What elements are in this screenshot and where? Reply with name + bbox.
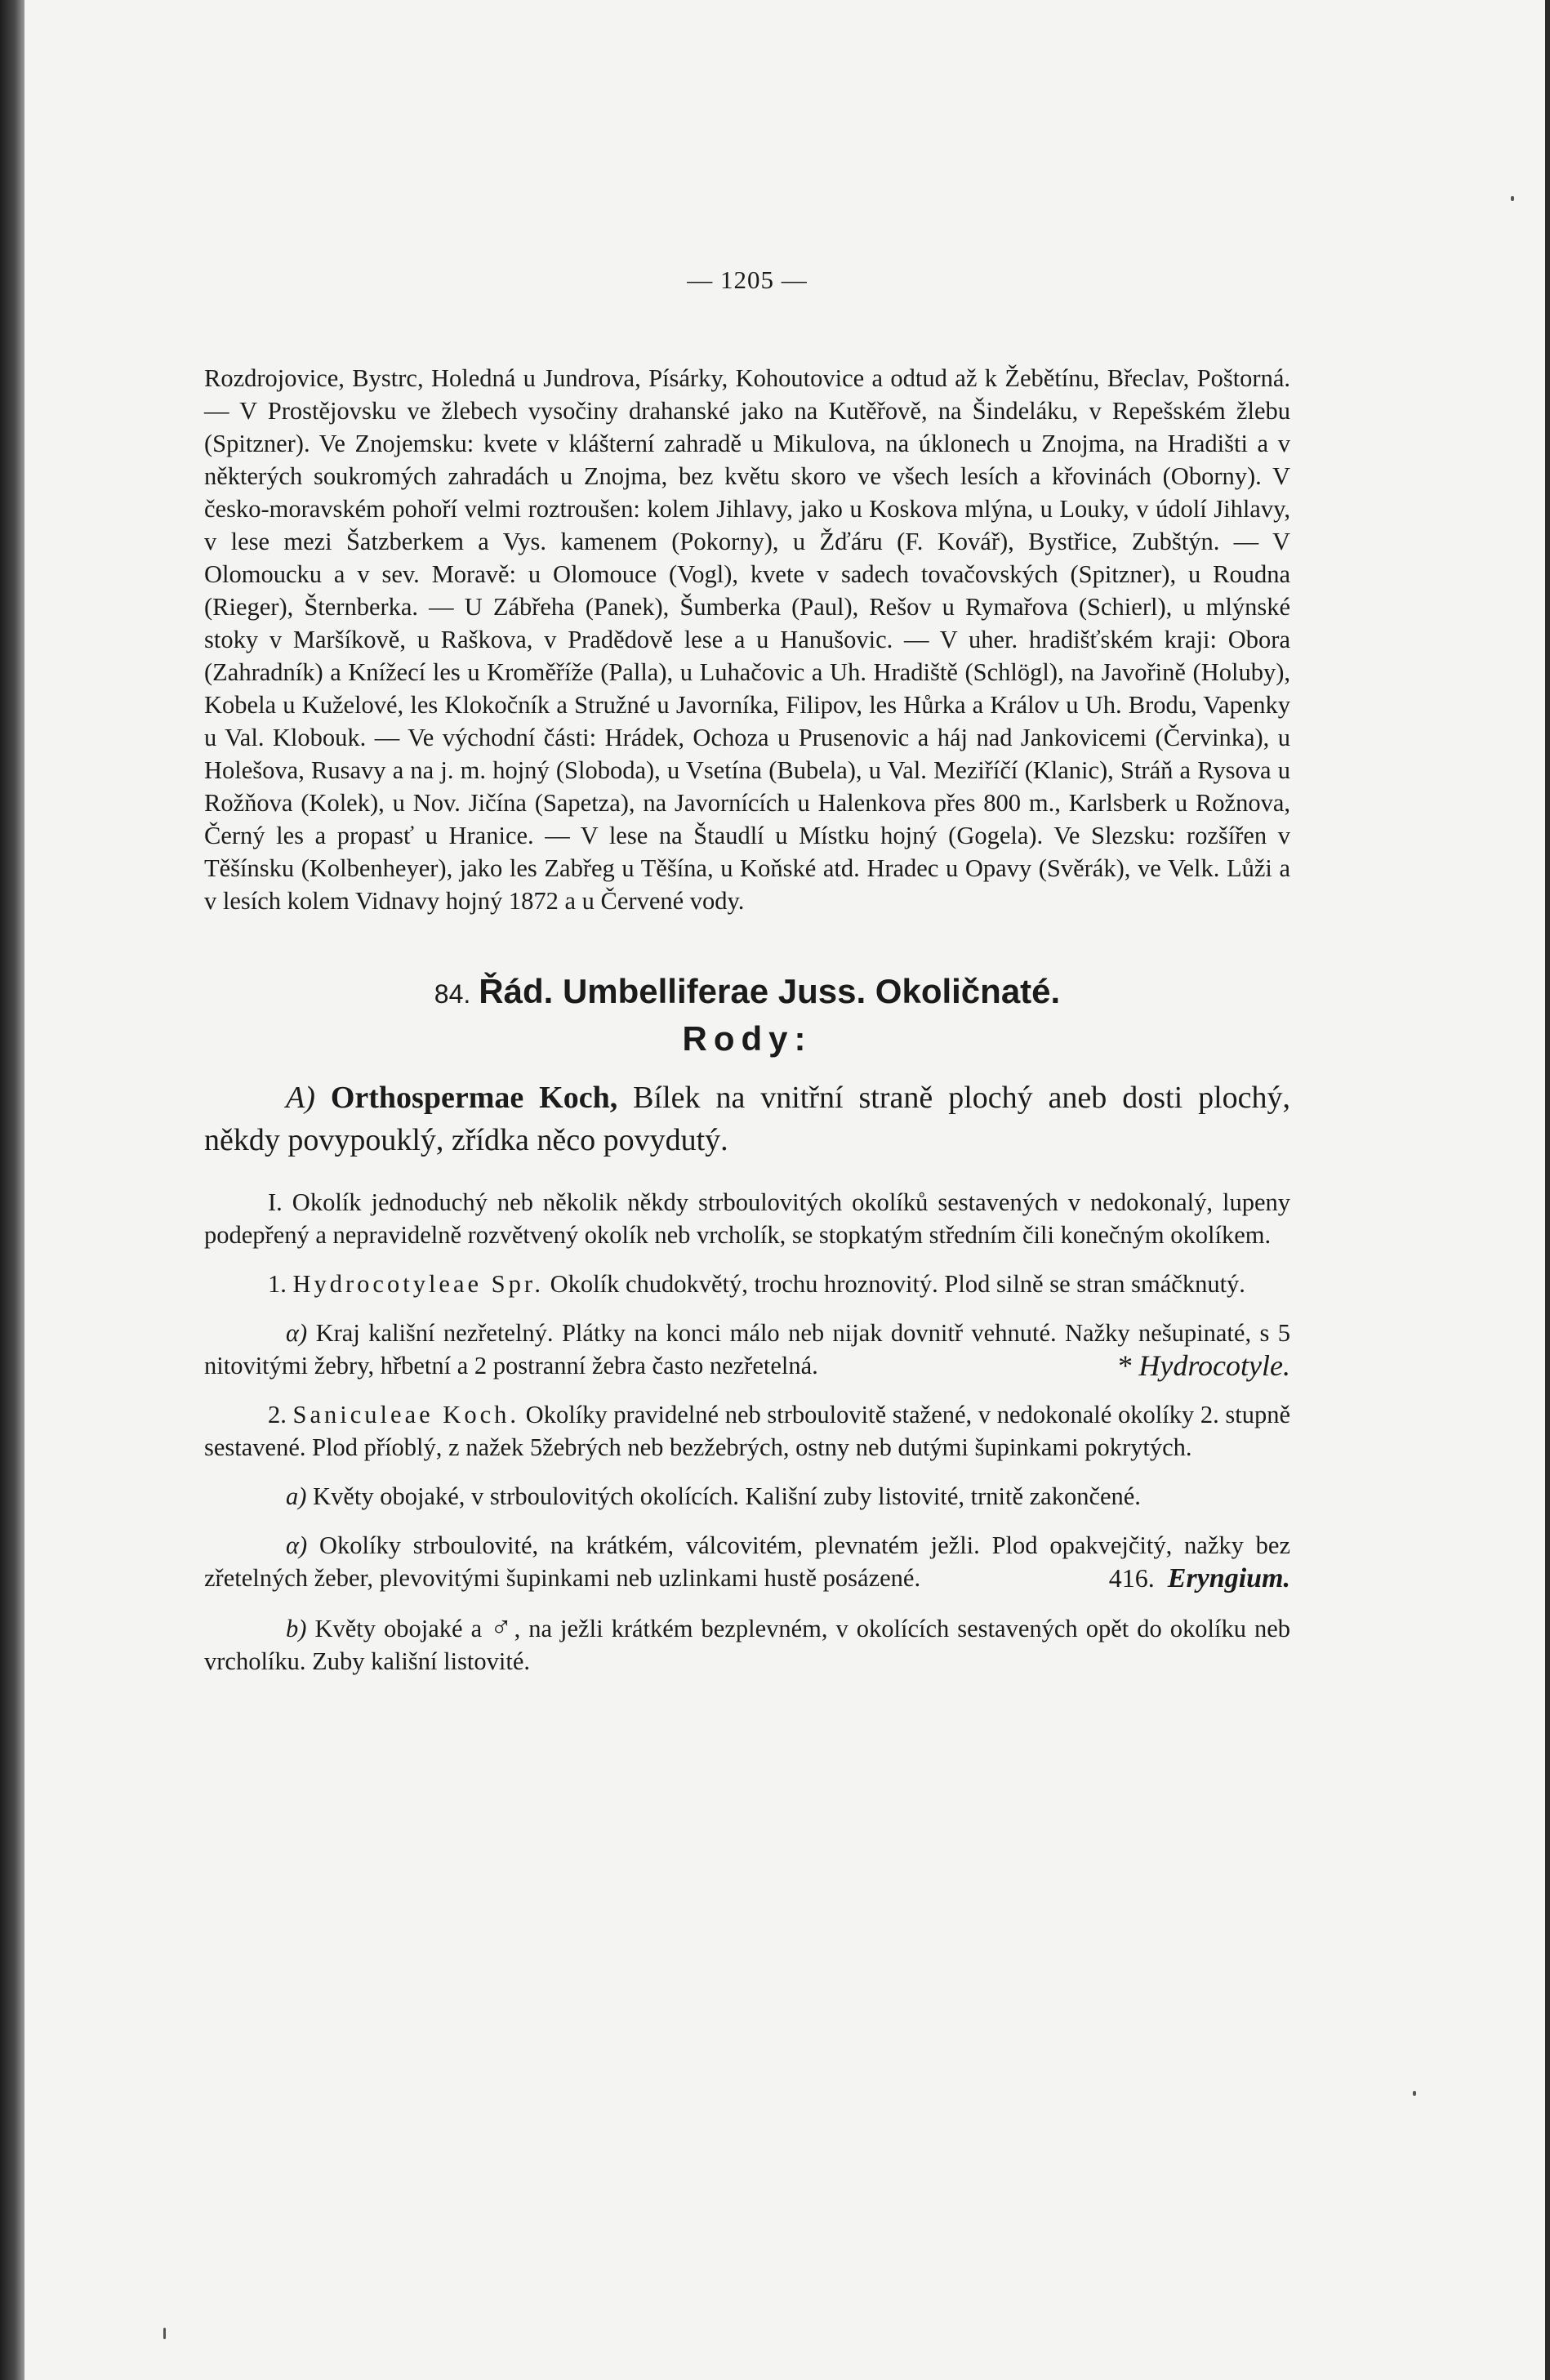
paper-speck (1511, 196, 1514, 201)
tribe-1-text: Okolík chudokvětý, trochu hroznovitý. Plod silně se stran smáčknutý. (550, 1270, 1245, 1298)
section-I: I. Okolík jednoduchý neb několik někdy strboulovitých okolíků sestavených v nedokonalý, lupeny podepřený a nepravidelně rozvětvený okolík neb vrcholík, se stopkatým středním čili konečným okolíkem. (204, 1188, 1290, 1249)
key-b (204, 1611, 1290, 1678)
key-a-text: Květy obojaké, v strboulovitých okolících. Kališní zuby listovité, trnitě zakončené. (313, 1482, 1141, 1510)
paper-speck (1413, 2091, 1416, 2096)
tribe-2-label: 2. (268, 1401, 287, 1428)
key-b-label: b) (286, 1615, 307, 1642)
group-a-name: Orthospermae Koch, (330, 1081, 618, 1115)
page-content (204, 265, 1290, 1694)
genus-eryngium-number: 416. (1108, 1563, 1155, 1593)
key-alpha-2-text: Okolíky strboulovité, na krátkém, válcovitém, plevnatém ježli. Plod opakvejčitý, nažky bez zřetelných žeber, plevovitými šupinkami neb uzlinkami hustě posázené. (204, 1531, 1290, 1592)
distribution-paragraph: Rozdrojovice, Bystrc, Holedná u Jundrova, Písárky, Kohoutovice a odtud až k Žebětínu, Břeclav, Poštorná. — V Prostějovsku ve žlebech vysočiny drahanské jako na Kutěřově, na Šindeláku, v Repešském žlebu (Spitzner). Ve Znojemsku: kvete v klášterní zahradě u Mikulova, na úklonech u Znojma, na Hradišti a v některých soukromých zahradách u Znojma, bez květu skoro ve všech lesích a křovinách (Oborny). V česko-moravském pohoří velmi roztroušen: kolem Jihlavy, jako u Koskova mlýna, u Louky, v údolí Jihlavy, v lese mezi Šatzberkem a Vys. kamenem (Pokorny), u Žďáru (F. Kovář), Bystřice, Zubštýn. — V Olomoucku a v sev. Moravě: u Olomouce (Vogl), kvete v sadech tovačovských (Spitzner), u Roudna (Rieger), Šternberka. — U Zábřeha (Panek), Šumberka (Paul), Rešov u Rymařova (Schierl), u mlýnské stoky v Maršíkově, u Raškova, v Pradědově lese a u Hanušovic. — V uher. hradišťském kraji: Obora (Zahradník) a Knížecí les u Kroměříže (Palla), u Luhačovic a Uh. Hradiště (Schlögl), na Javořině (Holuby), Kobela u Kuželové, les Klokočník a Stružné u Javorníka, Filipov, les Hůrka a Králov u Uh. Brodu, Vapenky u Val. Klobouk. — Ve východní části: Hrádek, Ochoza u Prusenovic a háj nad Jankovicemi (Červinka), u Holešova, Rusavy a na j. m. hojný (Sloboda), u Vsetína (Bubela), u Val. Meziříčí (Klanic), Stráň a Rysova u Rožňova (Kolek), u Nov. Jičína (Sapetza), na Javornících u Halenkova přes 800 m., Karlsberk u Rožnova, Černý les a propasť u Hranice. — V lese na Štaudlí u Místku hojný (Gogela). Ve Slezsku: rozšířen v Těšínsku (Kolbenheyer), jako les Zabřeg u Těšína, u Koňské atd. Hradec u Opavy (Svěrák), ve Velk. Lůži a v lesích kolem Vidnavy hojný 1872 a u Červené vody. (204, 364, 1290, 915)
key-a (204, 1480, 1290, 1513)
genera-heading: Rody: (682, 1019, 813, 1058)
key-alpha-1-text: Kraj kališní nezřetelný. Plátky na konci málo neb nijak dovnitř vehnuté. Nažky nešupinaté, s 5 nitovitými žebry, hřbetní a 2 postranní žebra často nezřetelná. (204, 1319, 1291, 1379)
tribe-2 (204, 1398, 1290, 1464)
tribe-2-name: Saniculeae Koch. (292, 1401, 519, 1428)
key-b-text-before: Květy obojaké a (314, 1615, 483, 1642)
key-alpha-2 (204, 1529, 1290, 1594)
order-number: 84. (434, 979, 471, 1009)
paper-speck (163, 2328, 166, 2339)
order-heading (204, 969, 1290, 1016)
tribe-1-label: 1. (268, 1270, 287, 1298)
order-title: Řád. Umbelliferae Juss. Okoličnaté. (479, 972, 1061, 1010)
scanned-page (24, 0, 1545, 2380)
group-a-letter: A) (286, 1081, 315, 1115)
tribe-2-text: Okolíky pravidelné neb strboulovitě stažené, v nedokonalé okolíky 2. stupně sestavené. Plod příoblý, z nažek 5žebrých neb bezžebrých, ostny neb dutými šupinkami pokrytých. (204, 1401, 1291, 1461)
key-alpha-1-label: α) (286, 1319, 308, 1347)
genus-hydrocotyle-name: * Hydrocotyle. (1116, 1349, 1290, 1382)
page-number: — 1205 — (687, 265, 808, 294)
tribe-1 (204, 1268, 1290, 1300)
group-a-description (204, 1076, 1290, 1161)
key-alpha-2-label: α) (286, 1531, 308, 1559)
male-symbol-icon: ♂ (490, 1611, 514, 1643)
genus-hydrocotyle (1035, 1349, 1290, 1384)
key-alpha-1 (204, 1317, 1290, 1382)
key-a-label: a) (286, 1482, 307, 1510)
tribe-1-name: Hydrocotyleae Spr. (292, 1270, 544, 1298)
genus-eryngium (1027, 1562, 1290, 1595)
book-binding-edge (0, 0, 24, 2380)
genus-eryngium-name: Eryngium. (1167, 1563, 1290, 1593)
key-b-text-after: , na ježli krátkém bezplevném, v okolících sestavených opět do okolíku neb vrcholíku. Zuby kališní listovité. (204, 1615, 1291, 1675)
group-a-text: Bílek na vnitřní straně plochý aneb dosti plochý, někdy povypouklý, zřídka něco povydutý. (204, 1081, 1291, 1157)
